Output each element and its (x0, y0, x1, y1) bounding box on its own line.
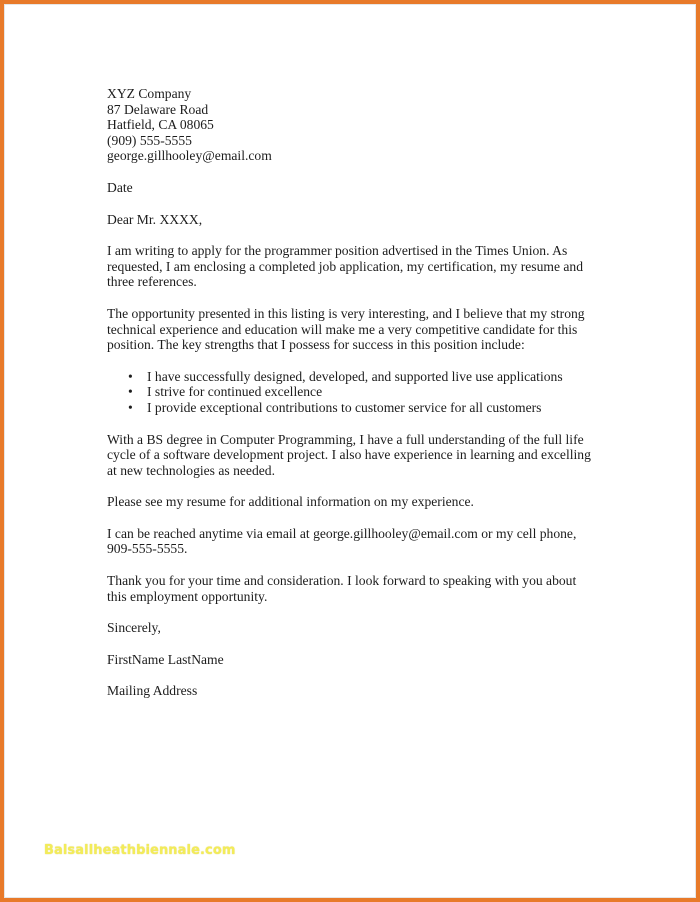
paragraph-contact (107, 526, 607, 557)
cover-letter (107, 86, 607, 715)
salutation (107, 212, 607, 228)
paragraph-line: I am writing to apply for the programmer position advertised in the Times Union. As (107, 243, 568, 259)
paragraph-line: The opportunity presented in this listing is very interesting, and I believe that my strong (107, 305, 585, 321)
paragraph-line: Please see my resume for additional information on my experience. (107, 494, 474, 510)
paragraph-opportunity (107, 306, 607, 353)
paragraph-line: requested, I am enclosing a completed job application, my certification, my resume and (107, 258, 584, 274)
mailing-address (107, 683, 607, 699)
sender-company: XYZ Company (107, 86, 192, 101)
paragraph-thanks (107, 573, 607, 604)
letter-date (107, 180, 607, 196)
list-item-text: I strive for continued excellence (147, 384, 323, 400)
paragraph-line: position. The key strengths that I possess for success in this position include: (107, 337, 525, 353)
signature (107, 652, 607, 668)
mailing-address-text: Mailing Address (107, 683, 198, 699)
letter-page (4, 4, 696, 898)
paragraph-line: three references. (107, 274, 197, 290)
paragraph-line: technical experience and education will make me a very competitive candidate for this (107, 321, 578, 337)
sender-email: george.gillhooley@email.com (107, 148, 272, 164)
paragraph-line: Thank you for your time and consideration. I look forward to speaking with you about (107, 573, 577, 589)
list-item-text: I provide exceptional contributions to customer service for all customers (147, 399, 542, 415)
sender-address (107, 86, 607, 164)
paragraph-line: I can be reached anytime via email at george.gillhooley@email.com or my cell phone, (107, 525, 577, 541)
paragraph-line: at new technologies as needed. (107, 462, 275, 478)
bullet-icon: • (128, 399, 133, 415)
paragraph-intro (107, 243, 607, 290)
sender-city: Hatfield, CA 08065 (107, 117, 214, 133)
date-text: Date (107, 179, 133, 195)
signature-name: FirstName LastName (107, 651, 224, 667)
paragraph-line: With a BS degree in Computer Programming, I have a full understanding of the full life (107, 431, 584, 447)
list-item (107, 400, 607, 416)
sender-phone: (909) 555-5555 (107, 132, 192, 148)
paragraph-line: this employment opportunity. (107, 588, 268, 604)
sender-street: 87 Delaware Road (107, 101, 209, 117)
paragraph-line: cycle of a software development project. I also have experience in learning and excelling (107, 447, 591, 463)
strengths-list (107, 369, 607, 416)
closing-text: Sincerely, (107, 620, 161, 636)
list-item (107, 384, 607, 400)
list-item (107, 369, 607, 385)
paragraph-line: 909-555-5555. (107, 541, 188, 557)
closing (107, 620, 607, 636)
paragraph-resume (107, 494, 607, 510)
bullet-icon: • (128, 368, 133, 384)
site-watermark: Balsallheathbiennale.com (44, 843, 236, 858)
bullet-icon: • (128, 384, 133, 400)
salutation-text: Dear Mr. XXXX, (107, 211, 203, 227)
list-item-text: I have successfully designed, developed, and supported live use applications (147, 368, 563, 384)
paragraph-degree (107, 432, 607, 479)
